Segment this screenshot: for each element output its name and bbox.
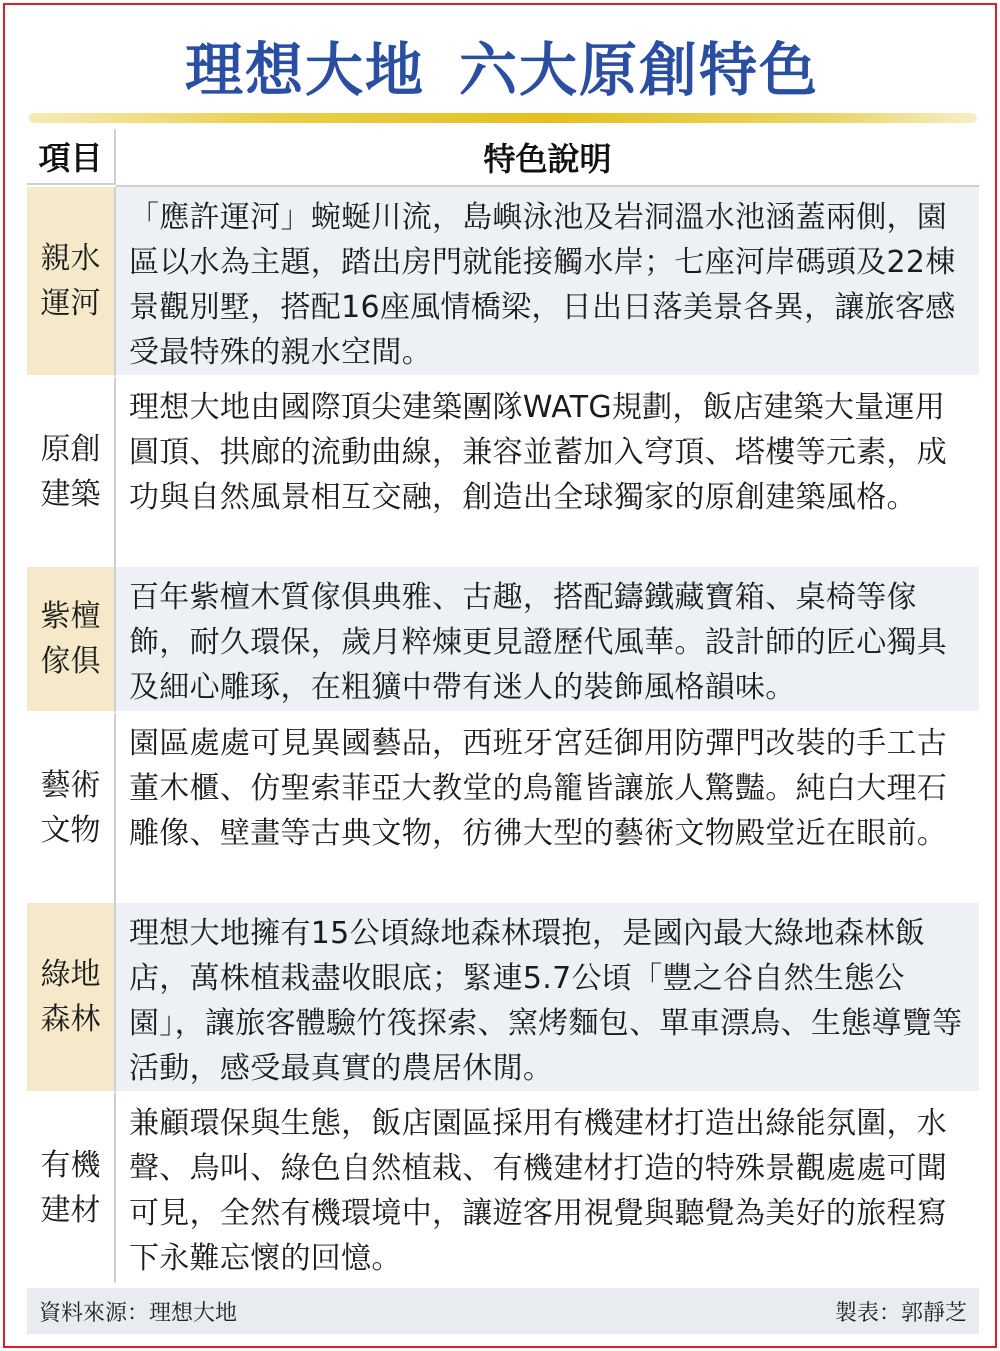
row-label-original-architecture: 原創建築 <box>27 377 116 567</box>
source-note: 資料來源：理想大地 <box>39 1300 238 1326</box>
header-description: 特色說明 <box>116 129 979 187</box>
row-label-rosewood-furniture: 紫檀傢俱 <box>27 567 116 713</box>
title-part-1: 理想大地 <box>184 36 425 104</box>
title-part-2: 六大原創特色 <box>459 36 820 104</box>
row-desc-green-forest: 理想大地擁有15公頃綠地森林環抱，是國內最大綠地森林飯店，萬株植栽盡收眼底；緊連5.7公頃「豐之谷自然生態公園」，讓旅客體驗竹筏探索、窯烤麵包、單車漂鳥、生態導覽等活動，感受最真實的農居休閒。 <box>116 903 979 1093</box>
infographic-frame <box>3 3 997 1348</box>
row-desc-art-relics: 園區處處可見異國藝品，西班牙宮廷御用防彈門改裝的手工古董木櫃、仿聖索菲亞大教堂的鳥籠皆讓旅人驚豔。純白大理石雕像、壁畫等古典文物，彷彿大型的藝術文物殿堂近在眼前。 <box>129 726 948 851</box>
credit-note: 製表：郭靜芝 <box>834 1300 967 1326</box>
row-desc-water-canal: 「應許運河」蜿蜒川流，島嶼泳池及岩洞溫水池涵蓋兩側，園區以水為主題，踏出房門就能接觸水岸；七座河岸碼頭及22棟景觀別墅，搭配16座風情橋梁，日出日落美景各異，讓旅客感受最特殊的親水空間。 <box>116 187 979 377</box>
row-label-green-forest: 綠地森林 <box>27 903 116 1093</box>
row-label-organic-materials: 有機建材 <box>27 1093 116 1283</box>
row-label-art-relics: 藝術文物 <box>27 713 116 903</box>
page-title <box>5 23 999 107</box>
feature-table <box>27 129 979 1283</box>
title-underline <box>29 113 977 123</box>
header-item: 項目 <box>27 129 116 185</box>
row-desc-original-architecture: 理想大地由國際頂尖建築團隊WATG規劃，飯店建築大量運用圓頂、拱廊的流動曲線，兼容並蓄加入穹頂、塔樓等元素，成功與自然風景相互交融，創造出全球獨家的原創建築風格。 <box>129 390 948 515</box>
row-desc-rosewood-furniture: 百年紫檀木質傢俱典雅、古趣，搭配鑄鐵藏寶箱、桌椅等傢飾，耐久環保，歲月粹煉更見證歷代風華。設計師的匠心獨具及細心雕琢，在粗獷中帶有迷人的裝飾風格韻味。 <box>116 567 979 713</box>
footer-bar <box>27 1288 979 1334</box>
row-desc-organic-materials: 兼顧環保與生態，飯店園區採用有機建材打造出綠能氛圍，水聲、鳥叫、綠色自然植栽、有機建材打造的特殊景觀處處可聞可見，全然有機環境中，讓遊客用視覺與聽覺為美好的旅程寫下永難忘懷的回憶。 <box>129 1106 948 1276</box>
row-label-water-canal: 親水運河 <box>27 187 116 377</box>
